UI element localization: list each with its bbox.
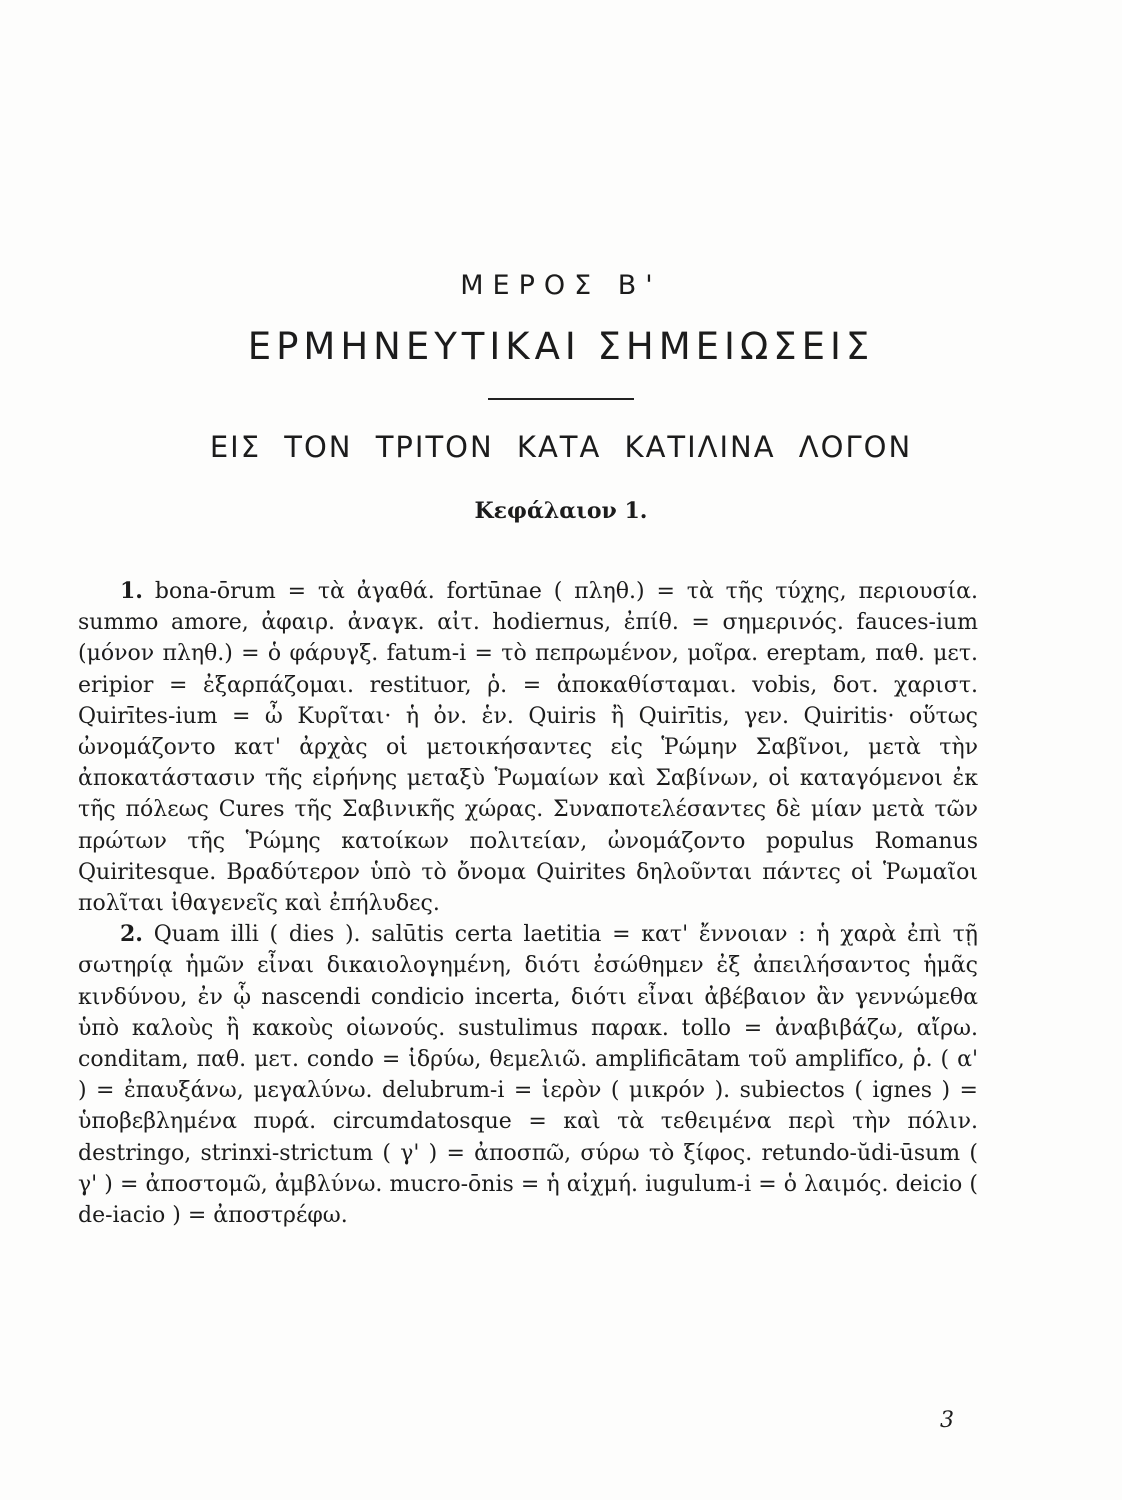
paragraph-number: 2. [120,921,143,948]
paragraph-text: Quam illi ( dies ). salūtis certa laetitia = κατ' ἔννοιαν : ἡ χαρὰ ἐπὶ τῇ σωτηρίᾳ ἡμῶν εἶναι δικαιολογημένη, διότι ἐσώθημεν ἐξ ἀπειλήσαντος ἡμᾶς κινδύνου, ἐν ᾧ nascendi condicio incerta, διότι εἶναι ἀβέβαιον ἂν γεννώμεθα ὑπὸ καλοὺς ἢ κακοὺς οἰωνούς. sustulimus παρακ. tollo = ἀναβιβάζω, αἴρω. conditam, παθ. μετ. condo = ἱδρύω, θεμελιῶ. amplificātam τοῦ amplifĭco, ῥ. ( α' ) = ἐπαυξάνω, μεγαλύνω. delubrum-i = ἱερὸν ( μικρόν ). subiectos ( ignes ) = ὑποβεβλημένα πυρά. circumdatosque = καὶ τὰ τεθειμένα περὶ τὴν πόλιν. destringo, strinxi-strictum ( γ' ) = ἀποσπῶ, σύρω τὸ ξίφος. retundo-ŭdi-ūsum ( γ' ) = ἀποστομῶ, ἀμβλύνω. mucro-ōnis = ἡ αἰχμή. iugulum-i = ὁ λαιμός. deicio ( de-iacio ) = ἀποστρέφω. [78,922,978,1229]
title-divider [488,398,634,400]
page-number: 3 [940,1408,954,1433]
subtitle: ΕΙΣ ΤΟΝ ΤΡΙΤΟΝ ΚΑΤΑ ΚΑΤΙΛΙΝΑ ΛΟΓΟΝ [209,430,913,464]
heading-block [0,270,1122,524]
paragraph-number: 1. [120,578,143,604]
paragraph-text: bona-ōrum = τὰ ἀγαθά. fortūnae ( πληθ.) = τὰ τῆς τύχης, περιουσία. summo amore, ἀφαιρ. ἀναγκ. αἰτ. hodiernus, ἐπίθ. = σημερινός. fauces-ium (μόνον πληθ.) = ὁ φάρυγξ. fatum-i = τὸ πεπρωμένον, μοῖρα. ereptam, παθ. μετ. eripior = ἐξαρπάζομαι. restituor, ῥ. = ἀποκαθίσταμαι. vobis, δοτ. χαριστ. Quirītes-ium = ὦ Κυρῖται· ἡ ὀν. ἑν. Quiris ἢ Quirītis, γεν. Quiritis· οὕτως ὠνομάζοντο κατ' ἀρχὰς οἱ μετοικήσαντες εἰς Ῥώμην Σαβῖνοι, μετὰ τὴν ἀποκατάστασιν τῆς εἰρήνης μεταξὺ Ῥωμαίων καὶ Σαβίνων, οἱ καταγόμενοι ἐκ τῆς πόλεως Cures τῆς Σαβινικῆς χώρας. Συναποτελέσαντες δὲ μίαν μετὰ τῶν πρώτων τῆς Ῥώμης κατοίκων πολιτείαν, ὠνομάζοντο populus Romanus Quiritesque. Βραδύτερον ὑπὸ τὸ ὄνομα Quirites δηλοῦνται πάντες οἱ Ῥωμαῖοι πολῖται ἰθαγενεῖς καὶ ἐπήλυδες. [78,579,979,917]
commentary-text [78,576,978,1231]
section-title: ΕΡΜΗΝΕΥΤΙΚΑΙ ΣΗΜΕΙΩΣΕΙΣ [247,325,875,368]
paragraph [78,576,978,919]
part-heading: ΜΕΡΟΣ Β' [460,270,662,301]
paragraph [78,919,978,1231]
chapter-heading: Κεφάλαιον 1. [474,498,648,524]
